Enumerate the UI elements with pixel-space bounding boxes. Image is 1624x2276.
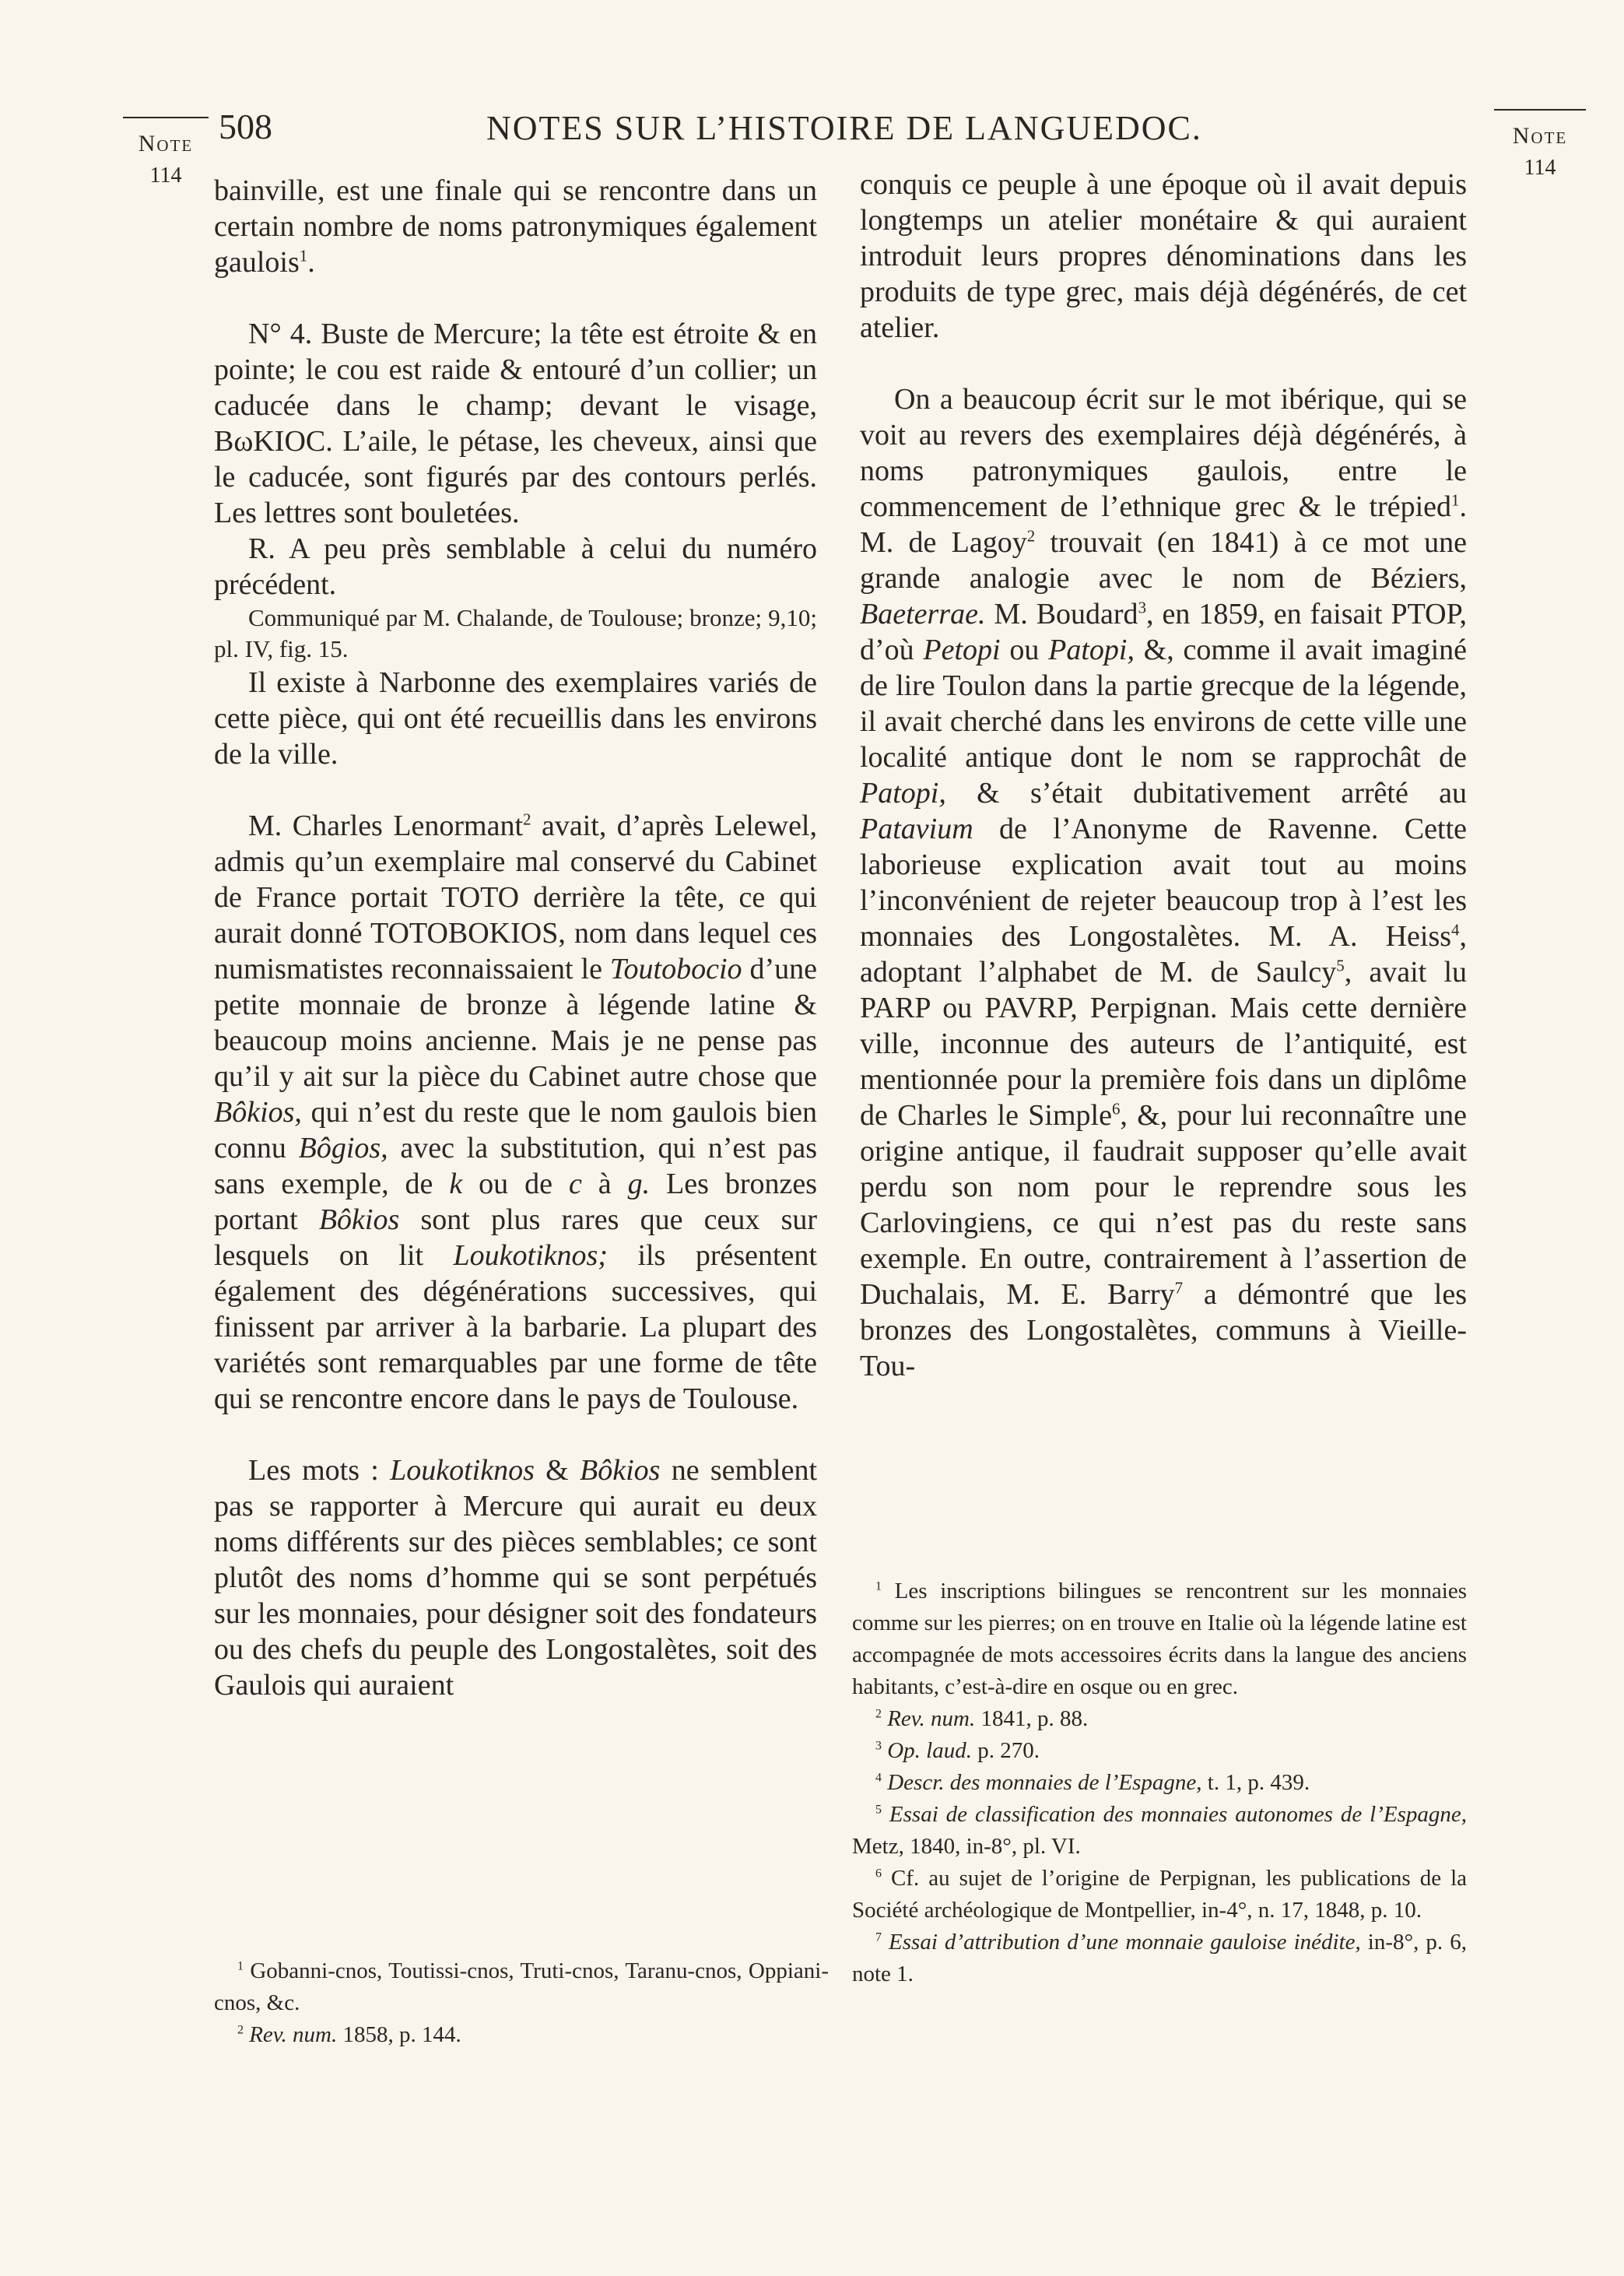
paragraph: M. Charles Lenormant$^2$ avait, d’après Lelewel, admis qu’un exemplaire mal conservé du Cabinet de France portait TOTO derrière la tête, ce qui aurait donné TOTOBOKIOS, nom dans lequel ces numismatistes reconnaissaient le Toutobocio d’une petite monnaie de bronze à légende latine & beaucoup moins ancienne. Mais je ne pense pas qu’il y ait sur la pièce du Cabinet autre chose que Bôkios, qui n’est du reste que le nom gaulois bien connu Bôgios, avec la substitution, qui n’est pas sans exemple, de k ou de c à g. Les bronzes portant Bôkios sont plus rares que ceux sur lesquels on lit Loukotiknos; ils présentent également des dégénérations successives, qui finissent par arriver à la barbarie. La plupart des variétés sont remarquables par une forme de tête qui se rencontre encore dans le pays de Toulouse. [214, 810, 818, 1415]
paragraph: Il existe à Narbonne des exemplaires variés de cette pièce, qui ont été recueillis dans les environs de la ville. [214, 666, 817, 771]
margin-rule [123, 117, 209, 118]
paragraph: N° 4. Buste de Mercure; la tête est étroite & en pointe; le cou est raide & entouré d’un collier; un caducée dans le champ; devant le visage, BωKIOC. L’aile, le pétase, les cheveux, ainsi que le caducée, sont figurés par des contours perlés. Les lettres sont bouletées. [214, 318, 817, 529]
footnote: $^3$ Op. laud. p. 270. [875, 1738, 1040, 1763]
margin-note-right [1494, 109, 1586, 179]
footnote-ref: 1 [1451, 490, 1460, 510]
note-number: 114 [1524, 156, 1556, 180]
footnote-ref: 2 [523, 810, 531, 829]
paragraph: bainville, est une finale qui se rencontre dans un certain nombre de noms patronymiques également gaulois$^1$. [214, 174, 817, 279]
footnotes-right [852, 1575, 1467, 1990]
footnote-ref: 1 [299, 246, 308, 265]
right-column [860, 167, 1467, 1384]
note-number: 114 [149, 163, 182, 188]
footnote-ref: 5 [1336, 956, 1345, 975]
footnote: $^2$ Rev. num. 1841, p. 88. [875, 1706, 1089, 1731]
paragraph: R. A peu près semblable à celui du numéro précédent. [214, 532, 817, 601]
footnote: $^6$ Cf. au sujet de l’origine de Perpignan, les publications de la Société archéologique de Montpellier, in-4°, n. 17, 1848, p. 10. [852, 1866, 1467, 1923]
footnote-ref: 4 [1451, 920, 1460, 940]
margin-rule [1494, 109, 1586, 111]
left-column [214, 173, 817, 1703]
page-header [0, 0, 1624, 188]
footnote-ref: 6 [1111, 1099, 1121, 1119]
paragraph: conquis ce peuple à une époque où il avait depuis longtemps un atelier monétaire & qui auraient introduit leurs propres dénominations dans les produits de type grec, mais déjà dégénérés, de cet atelier. [860, 168, 1467, 344]
footnotes-left [214, 1955, 829, 2051]
footnote: $^2$ Rev. num. 1858, p. 144. [237, 2022, 461, 2047]
footnote: $^5$ Essai de classification des monnaies autonomes de l’Espagne, Metz, 1840, in-8°, pl. VI. [852, 1802, 1467, 1859]
footnote-ref: 7 [1174, 1278, 1184, 1298]
paragraph: On a beaucoup écrit sur le mot ibérique, qui se voit au revers des exemplaires déjà dégénérés, à noms patronymiques gaulois, entre le commencement de l’ethnique grec & le trépied$^1$. M. de Lagoy$^2$ trouvait (en 1841) à ce mot une grande analogie avec le nom de Béziers, Baeterrae. M. Boudard$^3$, en 1859, en faisait PTOP, d’où Petopi ou Patopi, &, comme il avait imaginé de lire Toulon dans la partie grecque de la légende, il avait cherché dans les environs de cette ville une localité antique dont le nom se rapprochât de Patopi, & s’était dubitativement arrêté au Patavium de l’Anonyme de Ravenne. Cette laborieuse explication avait tout au moins l’inconvénient de rejeter beaucoup trop à l’est les monnaies des Longostalètes. M. A. Heiss$^4$, adoptant l’alphabet de M. de Saulcy$^5$, avait lu PARP ou PAVRP, Perpignan. Mais cette dernière ville, inconnue des auteurs de l’antiquité, est mentionnée pour la première fois dans un diplôme de Charles le Simple$^6$, &, pour lui reconnaître une origine antique, il faudrait supposer qu’elle avait perdu son nom pour le reprendre sous les Carlovingiens, ce qui n’est pas du reste sans exemple. En outre, contrairement à l’assertion de Duchalais, M. E. Barry$^7$ a démontré que les bronzes des Longostalètes, communs à Vieille-Tou- [860, 383, 1468, 1382]
source-note: Communiqué par M. Chalande, de Toulouse; bronze; 9,10; pl. IV, fig. 15. [214, 604, 817, 662]
page-number: 508 [219, 107, 272, 146]
footnote: $^7$ Essai d’attribution d’une monnaie gauloise inédite, in-8°, p. 6, note 1. [852, 1930, 1467, 1986]
note-label: Note [1512, 123, 1568, 149]
footnote: $^4$ Descr. des monnaies de l’Espagne, t. 1, p. 439. [875, 1770, 1310, 1795]
running-title: NOTES SUR L’HISTOIRE DE LANGUEDOC. [486, 109, 1202, 147]
paragraph: Les mots : Loukotiknos & Bôkios ne semblent pas se rapporter à Mercure qui aurait eu deux noms différents sur des pièces semblables; ce sont plutôt des noms d’homme qui se sont perpétués sur les monnaies, pour désigner soit des fondateurs ou des chefs du peuple des Longostalètes, soit des Gaulois qui auraient [214, 1454, 818, 1702]
footnote-ref: 2 [1026, 526, 1036, 546]
footnote-ref: 3 [1138, 598, 1147, 617]
note-label: Note [138, 131, 194, 156]
margin-note-left [123, 117, 209, 187]
footnote: $^1$ Les inscriptions bilingues se rencontrent sur les monnaies comme sur les pierres; on en trouve en Italie où la légende latine est accompagnée de mots accessoires écrits dans la langue des anciens habitants, c’est-à-dire en osque ou en grec. [852, 1579, 1467, 1699]
footnote: $^1$ Gobanni-cnos, Toutissi-cnos, Truti-cnos, Taranu-cnos, Oppiani-cnos, &c. [214, 1958, 829, 2015]
